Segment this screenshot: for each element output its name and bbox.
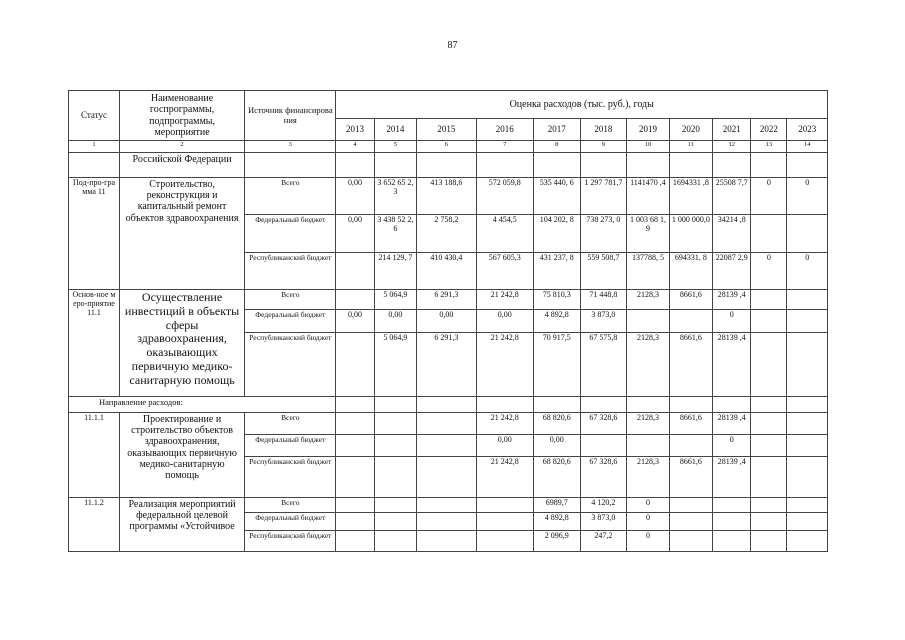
value-cell: 413 188,6 — [417, 178, 476, 215]
value-cell — [751, 310, 787, 333]
value-cell — [751, 513, 787, 531]
value-cell: 2 758,2 — [417, 215, 476, 253]
value-cell — [751, 333, 787, 397]
value-cell — [336, 513, 374, 531]
year-header: 2015 — [417, 119, 476, 141]
header-source: Источник финансирования — [245, 91, 336, 141]
funding-source: Федеральный бюджет — [245, 215, 336, 253]
value-cell — [787, 498, 828, 513]
value-cell — [336, 435, 374, 457]
value-cell — [669, 531, 713, 552]
value-cell: 5 064,9 — [374, 290, 416, 310]
value-cell — [627, 310, 669, 333]
value-cell: 0 — [627, 513, 669, 531]
value-cell: 0,00 — [533, 435, 580, 457]
value-cell: 21 242,8 — [476, 333, 533, 397]
value-cell — [627, 435, 669, 457]
value-cell — [374, 498, 416, 513]
value-cell: 4 120,2 — [580, 498, 627, 513]
value-cell: 28139 ,4 — [713, 290, 751, 310]
value-cell — [336, 253, 374, 290]
value-cell — [336, 290, 374, 310]
value-cell — [336, 457, 374, 498]
value-cell: 2128,3 — [627, 333, 669, 397]
value-cell — [669, 498, 713, 513]
value-cell: 572 059,8 — [476, 178, 533, 215]
value-cell: 2128,3 — [627, 413, 669, 435]
value-cell — [787, 333, 828, 397]
cont-status — [69, 153, 120, 178]
value-cell: 559 508,7 — [580, 253, 627, 290]
value-cell — [580, 435, 627, 457]
value-cell: 4 892,8 — [533, 310, 580, 333]
value-cell: 28139 ,4 — [713, 413, 751, 435]
value-cell: 1694331 ,8 — [669, 178, 713, 215]
value-cell — [476, 513, 533, 531]
value-cell: 6 291,3 — [417, 333, 476, 397]
value-cell — [374, 435, 416, 457]
row-name: Строительство, реконструкция и капитальный ремонт объектов здравоохранения — [119, 178, 244, 290]
value-cell: 3 652 65 2,3 — [374, 178, 416, 215]
value-cell: 8661,6 — [669, 290, 713, 310]
value-cell — [751, 435, 787, 457]
value-cell: 67 575,8 — [580, 333, 627, 397]
year-header: 2022 — [751, 119, 787, 141]
value-cell: 567 605,3 — [476, 253, 533, 290]
funding-source: Федеральный бюджет — [245, 435, 336, 457]
value-cell: 2128,3 — [627, 290, 669, 310]
year-header: 2016 — [476, 119, 533, 141]
value-cell — [787, 215, 828, 253]
value-cell — [713, 498, 751, 513]
value-cell — [669, 435, 713, 457]
value-cell — [751, 457, 787, 498]
value-cell: 0 — [627, 498, 669, 513]
value-cell: 0 — [751, 253, 787, 290]
value-cell: 6 291,3 — [417, 290, 476, 310]
column-number: 12 — [713, 141, 751, 153]
value-cell: 214 129, 7 — [374, 253, 416, 290]
value-cell — [751, 531, 787, 552]
value-cell — [669, 310, 713, 333]
year-header: 2014 — [374, 119, 416, 141]
value-cell: 535 440, 6 — [533, 178, 580, 215]
value-cell: 0 — [713, 435, 751, 457]
value-cell: 3 873,0 — [580, 310, 627, 333]
value-cell — [417, 457, 476, 498]
column-number: 5 — [374, 141, 416, 153]
value-cell — [751, 498, 787, 513]
value-cell: 0 — [713, 310, 751, 333]
value-cell: 247,2 — [580, 531, 627, 552]
value-cell — [476, 498, 533, 513]
funding-source: Всего — [245, 413, 336, 435]
value-cell: 0,00 — [476, 435, 533, 457]
value-cell — [336, 333, 374, 397]
value-cell: 4 892,8 — [533, 513, 580, 531]
value-cell — [669, 513, 713, 531]
value-cell — [713, 513, 751, 531]
value-cell: 28139 ,4 — [713, 457, 751, 498]
funding-source: Республиканский бюджет — [245, 531, 336, 552]
value-cell — [417, 413, 476, 435]
value-cell — [417, 498, 476, 513]
value-cell: 104 202, 8 — [533, 215, 580, 253]
value-cell: 0,00 — [336, 215, 374, 253]
column-number: 10 — [627, 141, 669, 153]
value-cell — [787, 513, 828, 531]
value-cell — [374, 513, 416, 531]
value-cell: 8661,6 — [669, 333, 713, 397]
value-cell: 694331, 8 — [669, 253, 713, 290]
value-cell: 0 — [751, 178, 787, 215]
value-cell: 22087 2,9 — [713, 253, 751, 290]
year-header: 2023 — [787, 119, 828, 141]
value-cell: 6989,7 — [533, 498, 580, 513]
value-cell: 3 873,0 — [580, 513, 627, 531]
funding-source: Всего — [245, 290, 336, 310]
funding-source: Республиканский бюджет — [245, 457, 336, 498]
value-cell: 431 237, 8 — [533, 253, 580, 290]
value-cell: 410 430,4 — [417, 253, 476, 290]
funding-source: Федеральный бюджет — [245, 310, 336, 333]
value-cell: 8661,6 — [669, 413, 713, 435]
value-cell: 738 273, 0 — [580, 215, 627, 253]
value-cell — [751, 290, 787, 310]
value-cell: 67 328,6 — [580, 413, 627, 435]
value-cell — [751, 413, 787, 435]
row-status: Основ-ное меро-приятие 11.1 — [69, 290, 120, 397]
value-cell: 1141470 ,4 — [627, 178, 669, 215]
column-number: 6 — [417, 141, 476, 153]
value-cell — [374, 413, 416, 435]
value-cell — [787, 310, 828, 333]
row-status: 11.1.1 — [69, 413, 120, 498]
value-cell: 0 — [627, 531, 669, 552]
value-cell: 34214 ,8 — [713, 215, 751, 253]
year-header: 2019 — [627, 119, 669, 141]
value-cell — [787, 531, 828, 552]
row-name: Осуществление инвестиций в объекты сферы здравоохранения, оказывающих первичную медико-санитарную помощь — [119, 290, 244, 397]
value-cell: 67 328,6 — [580, 457, 627, 498]
value-cell: 0,00 — [374, 310, 416, 333]
value-cell: 3 438 52 2,6 — [374, 215, 416, 253]
value-cell — [787, 413, 828, 435]
column-number: 4 — [336, 141, 374, 153]
column-number: 13 — [751, 141, 787, 153]
value-cell — [787, 457, 828, 498]
funding-source: Всего — [245, 178, 336, 215]
column-number: 1 — [69, 141, 120, 153]
value-cell: 2128,3 — [627, 457, 669, 498]
value-cell: 5 064,9 — [374, 333, 416, 397]
value-cell: 0 — [787, 253, 828, 290]
column-number: 2 — [119, 141, 244, 153]
value-cell: 71 448,8 — [580, 290, 627, 310]
direction-label: Направление расходов: — [69, 397, 336, 413]
value-cell: 75 810,3 — [533, 290, 580, 310]
value-cell: 0 — [787, 178, 828, 215]
row-name: Реализация мероприятий федеральной целевой программы «Устойчивое — [119, 498, 244, 552]
value-cell: 0,00 — [336, 178, 374, 215]
value-cell — [374, 457, 416, 498]
value-cell — [713, 531, 751, 552]
value-cell: 25508 7,7 — [713, 178, 751, 215]
value-cell: 4 454,5 — [476, 215, 533, 253]
column-number: 7 — [476, 141, 533, 153]
year-header: 2013 — [336, 119, 374, 141]
header-estimate: Оценка расходов (тыс. руб.), годы — [336, 91, 828, 119]
value-cell — [417, 435, 476, 457]
header-status: Статус — [69, 91, 120, 141]
value-cell: 1 297 781,7 — [580, 178, 627, 215]
value-cell: 21 242,8 — [476, 457, 533, 498]
budget-table — [68, 90, 828, 552]
header-name: Наименование госпрограммы, подпрограммы, мероприятие — [119, 91, 244, 141]
value-cell: 21 242,8 — [476, 413, 533, 435]
funding-source: Республиканский бюджет — [245, 333, 336, 397]
value-cell — [336, 498, 374, 513]
cont-name: Российской Федерации — [119, 153, 244, 178]
value-cell: 21 242,8 — [476, 290, 533, 310]
value-cell: 68 820,6 — [533, 457, 580, 498]
year-header: 2020 — [669, 119, 713, 141]
value-cell: 1 003 68 1,9 — [627, 215, 669, 253]
column-number: 3 — [245, 141, 336, 153]
value-cell — [787, 435, 828, 457]
value-cell: 137788, 5 — [627, 253, 669, 290]
value-cell: 0,00 — [417, 310, 476, 333]
funding-source: Федеральный бюджет — [245, 513, 336, 531]
row-status: 11.1.2 — [69, 498, 120, 552]
value-cell — [336, 413, 374, 435]
value-cell: 8661,6 — [669, 457, 713, 498]
value-cell: 0,00 — [336, 310, 374, 333]
funding-source: Всего — [245, 498, 336, 513]
value-cell — [417, 531, 476, 552]
year-header: 2018 — [580, 119, 627, 141]
row-name: Проектирование и строительство объектов здравоохранения, оказывающих первичную медико-санитарную помощь — [119, 413, 244, 498]
value-cell: 68 820,6 — [533, 413, 580, 435]
year-header: 2017 — [533, 119, 580, 141]
value-cell: 70 917,5 — [533, 333, 580, 397]
column-number: 14 — [787, 141, 828, 153]
row-status: Под-про-грамма 11 — [69, 178, 120, 290]
value-cell — [751, 215, 787, 253]
value-cell — [374, 531, 416, 552]
value-cell — [336, 531, 374, 552]
page-number: 87 — [447, 40, 458, 51]
value-cell: 2 096,9 — [533, 531, 580, 552]
value-cell: 0,00 — [476, 310, 533, 333]
funding-source: Республиканский бюджет — [245, 253, 336, 290]
value-cell — [787, 290, 828, 310]
value-cell: 28139 ,4 — [713, 333, 751, 397]
column-number: 8 — [533, 141, 580, 153]
column-number: 11 — [669, 141, 713, 153]
value-cell — [417, 513, 476, 531]
value-cell: 1 000 000,0 — [669, 215, 713, 253]
year-header: 2021 — [713, 119, 751, 141]
value-cell — [476, 531, 533, 552]
column-number: 9 — [580, 141, 627, 153]
